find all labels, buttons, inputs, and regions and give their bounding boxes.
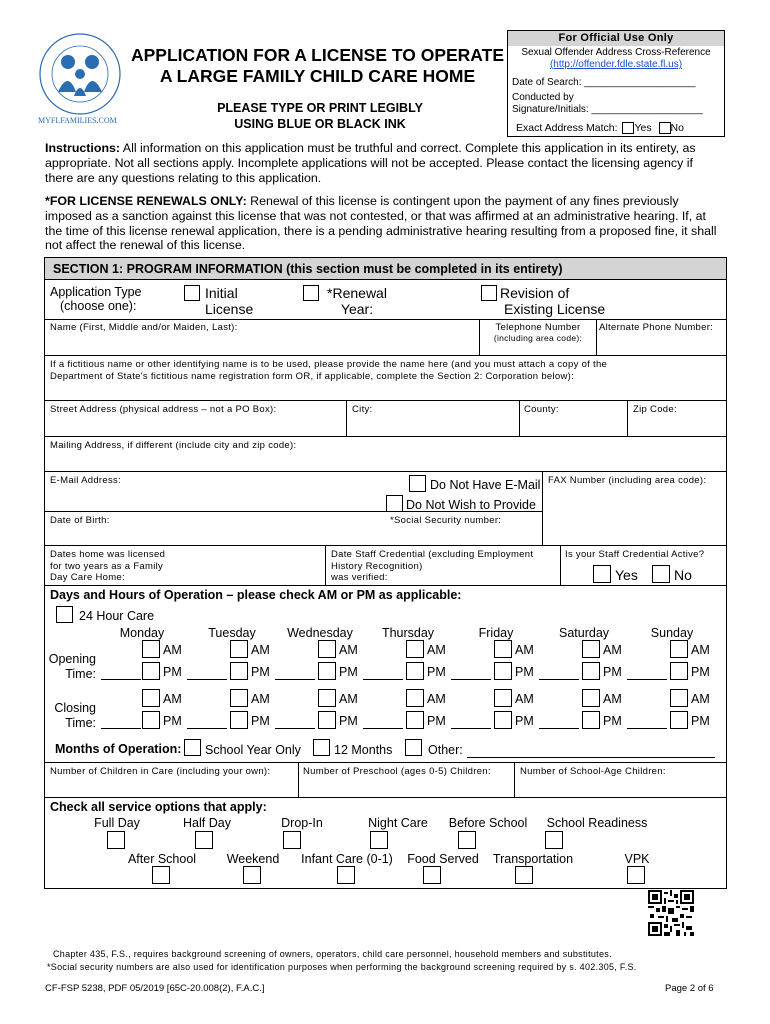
months-of-operation-label: Months of Operation:: [55, 742, 182, 756]
qr-code: [648, 890, 694, 936]
thursday-closing-pm-checkbox[interactable]: [406, 711, 424, 729]
fictitious-name-input[interactable]: [46, 384, 725, 399]
signature-initials-field[interactable]: Signature/Initials: ____________________: [512, 104, 703, 115]
wednesday-opening-am-label: AM: [339, 643, 358, 657]
service-weekend-label: Weekend: [226, 852, 280, 866]
saturday-opening-am-label: AM: [603, 643, 622, 657]
friday-opening-pm-checkbox[interactable]: [494, 662, 512, 680]
city-label: City:: [352, 404, 373, 415]
friday-closing-am-label: AM: [515, 692, 534, 706]
tuesday-closing-time-input[interactable]: [187, 728, 227, 729]
print-instruction-line2: USING BLUE OR BLACK INK: [234, 117, 406, 131]
official-use-title: For Official Use Only: [508, 31, 724, 46]
day-label-thursday: Thursday: [381, 626, 435, 640]
monday-closing-pm-checkbox[interactable]: [142, 711, 160, 729]
saturday-closing-time-input[interactable]: [539, 728, 579, 729]
fax-label: FAX Number (including area code):: [548, 475, 707, 486]
friday-closing-time-input[interactable]: [451, 728, 491, 729]
fax-input[interactable]: [544, 490, 725, 544]
service-transportation-checkbox[interactable]: [515, 866, 533, 884]
twelve-months-checkbox[interactable]: [313, 739, 330, 756]
day-label-wednesday: Wednesday: [287, 626, 353, 640]
section1-header: [45, 258, 726, 280]
wednesday-opening-pm-checkbox[interactable]: [318, 662, 336, 680]
thursday-closing-am-label: AM: [427, 692, 446, 706]
sunday-closing-pm-checkbox[interactable]: [670, 711, 688, 729]
wednesday-closing-pm-label: PM: [339, 714, 358, 728]
preschool-children-label: Number of Preschool (ages 0-5) Children:: [303, 766, 491, 777]
exact-match-label: Exact Address Match:: [516, 122, 618, 134]
saturday-closing-am-checkbox[interactable]: [582, 689, 600, 707]
renewal-label: *FOR LICENSE RENEWALS ONLY:: [45, 194, 247, 208]
ssn-usage-note: *Social security numbers are also used for identification purposes when performing the background screening required by s. 402.305, F.S.: [47, 962, 637, 972]
day-label-sunday: Sunday: [650, 626, 694, 640]
service-drop-in-checkbox[interactable]: [283, 831, 301, 849]
ssn-input[interactable]: [388, 527, 540, 544]
conducted-by-label: Conducted by: [512, 92, 574, 103]
date-of-birth-label: Date of Birth:: [50, 515, 110, 526]
date-of-search-field[interactable]: Date of Search: ____________________: [512, 77, 696, 88]
service-full-day-label: Full Day: [94, 816, 140, 830]
exact-match-no-label: No: [670, 122, 684, 134]
twelve-months-label: 12 Months: [334, 743, 393, 757]
sunday-closing-am-label: AM: [691, 692, 710, 706]
wednesday-closing-am-label: AM: [339, 692, 358, 706]
friday-closing-am-checkbox[interactable]: [494, 689, 512, 707]
day-label-saturday: Saturday: [558, 626, 610, 640]
opening-time-label: Opening Time:: [48, 652, 96, 681]
sunday-closing-pm-label: PM: [691, 714, 710, 728]
section1-title: SECTION 1: PROGRAM INFORMATION (this section must be completed in its entirety): [53, 262, 563, 276]
thursday-opening-pm-checkbox[interactable]: [406, 662, 424, 680]
form-identifier: CF-FSP 5238, PDF 05/2019 [65C-20.008(2), F.A.C.]: [45, 983, 265, 994]
friday-closing-pm-checkbox[interactable]: [494, 711, 512, 729]
tuesday-opening-pm-checkbox[interactable]: [230, 662, 248, 680]
renewal-checkbox[interactable]: [303, 285, 319, 301]
sunday-closing-time-input[interactable]: [627, 728, 667, 729]
friday-opening-time-input[interactable]: [451, 679, 491, 680]
credential-active-yes-label: Yes: [615, 567, 638, 583]
thursday-opening-am-checkbox[interactable]: [406, 640, 424, 658]
saturday-opening-pm-checkbox[interactable]: [582, 662, 600, 680]
tuesday-opening-am-label: AM: [251, 643, 270, 657]
background-screening-note: Chapter 435, F.S., requires background screening of owners, operators, child care personnel, household members and substitutes.: [53, 949, 612, 959]
monday-opening-pm-checkbox[interactable]: [142, 662, 160, 680]
revision-label: Revision of Existing License: [500, 285, 606, 317]
dates-licensed-input[interactable]: [180, 560, 320, 584]
monday-closing-pm-label: PM: [163, 714, 182, 728]
service-night-care-label: Night Care: [368, 816, 428, 830]
service-night-care-checkbox[interactable]: [370, 831, 388, 849]
saturday-opening-time-input[interactable]: [539, 679, 579, 680]
street-address-label: Street Address (physical address – not a PO Box):: [50, 404, 277, 415]
24-hour-care-label: 24 Hour Care: [79, 609, 155, 623]
service-half-day-checkbox[interactable]: [195, 831, 213, 849]
zip-code-input[interactable]: [629, 418, 725, 435]
children-in-care-input[interactable]: [46, 779, 296, 796]
instructions-label: Instructions:: [45, 141, 121, 155]
county-input[interactable]: [521, 418, 626, 435]
tuesday-opening-time-input[interactable]: [187, 679, 227, 680]
tuesday-closing-am-label: AM: [251, 692, 270, 706]
name-field-label: Name (First, Middle and/or Maiden, Last):: [50, 322, 238, 333]
credential-active-label: Is your Staff Credential Active?: [565, 549, 705, 560]
tuesday-closing-am-checkbox[interactable]: [230, 689, 248, 707]
mailing-address-input[interactable]: [46, 453, 725, 470]
school-year-only-label: School Year Only: [205, 743, 301, 757]
service-vpk-label: VPK: [624, 852, 650, 866]
wednesday-closing-am-checkbox[interactable]: [318, 689, 336, 707]
thursday-closing-time-input[interactable]: [363, 728, 403, 729]
hours-of-operation-title: Days and Hours of Operation – please check AM or PM as applicable:: [50, 588, 462, 602]
other-months-checkbox[interactable]: [405, 739, 422, 756]
staff-credential-date-label: Date Staff Credential (excluding Employment History Recognition) was verified:: [331, 549, 534, 583]
logo-url: MYFLFAMILIES.COM: [38, 116, 117, 125]
thursday-opening-am-label: AM: [427, 643, 446, 657]
credential-active-no-label: No: [674, 567, 692, 583]
tuesday-opening-am-checkbox[interactable]: [230, 640, 248, 658]
tuesday-closing-pm-label: PM: [251, 714, 270, 728]
saturday-closing-pm-label: PM: [603, 714, 622, 728]
monday-opening-time-input[interactable]: [101, 679, 141, 680]
school-age-children-label: Number of School-Age Children:: [520, 766, 666, 777]
no-email-checkbox[interactable]: [409, 475, 426, 492]
credential-active-no-checkbox[interactable]: [652, 565, 670, 583]
monday-closing-am-checkbox[interactable]: [142, 689, 160, 707]
instructions-text: All information on this application must be truthful and correct. Complete this application in its entirety, as appropriate. Not all sections apply. Incomplete applications will not be accepted. Please contact the licensing agency if there are any questions relating to this application.: [45, 141, 696, 185]
dates-licensed-label: Dates home was licensed for two years as a Family Day Care Home:: [50, 549, 166, 583]
saturday-closing-pm-checkbox[interactable]: [582, 711, 600, 729]
page-number: Page 2 of 6: [665, 983, 714, 994]
service-after-school-label: After School: [127, 852, 197, 866]
service-drop-in-label: Drop-In: [281, 816, 323, 830]
service-transportation-label: Transportation: [492, 852, 574, 866]
county-label: County:: [524, 404, 559, 415]
school-age-children-input[interactable]: [516, 779, 725, 796]
renewal-label: *Renewal Year:: [327, 285, 387, 317]
form-title-line2: A LARGE FAMILY CHILD CARE HOME: [159, 66, 476, 86]
service-after-school-checkbox[interactable]: [152, 866, 170, 884]
staff-credential-date-input[interactable]: [420, 565, 555, 584]
exact-match-yes-checkbox[interactable]: [622, 122, 634, 134]
form-title-line1: APPLICATION FOR A LICENSE TO OPERATE: [130, 45, 505, 65]
print-instruction-line1: PLEASE TYPE OR PRINT LEGIBLY: [217, 101, 423, 115]
friday-opening-pm-label: PM: [515, 665, 534, 679]
thursday-opening-pm-label: PM: [427, 665, 446, 679]
city-input[interactable]: [348, 418, 518, 435]
24-hour-care-checkbox[interactable]: [56, 606, 73, 623]
wednesday-closing-pm-checkbox[interactable]: [318, 711, 336, 729]
sunday-opening-am-checkbox[interactable]: [670, 640, 688, 658]
alternate-phone-label: Alternate Phone Number:: [599, 322, 714, 333]
saturday-opening-am-checkbox[interactable]: [582, 640, 600, 658]
email-label: E-Mail Address:: [50, 475, 122, 486]
monday-opening-am-checkbox[interactable]: [142, 640, 160, 658]
closing-time-label: Closing Time:: [54, 701, 96, 730]
day-label-friday: Friday: [478, 626, 514, 640]
initial-license-checkbox[interactable]: [184, 285, 200, 301]
thursday-opening-time-input[interactable]: [363, 679, 403, 680]
monday-closing-am-label: AM: [163, 692, 182, 706]
monday-closing-time-input[interactable]: [101, 728, 141, 729]
service-full-day-checkbox[interactable]: [107, 831, 125, 849]
monday-opening-am-label: AM: [163, 643, 182, 657]
sunday-closing-am-checkbox[interactable]: [670, 689, 688, 707]
official-use-box: [507, 30, 725, 137]
tuesday-opening-pm-label: PM: [251, 665, 270, 679]
agency-logo: [28, 30, 132, 124]
name-input[interactable]: [46, 334, 476, 354]
email-input[interactable]: [46, 488, 406, 508]
service-food-served-label: Food Served: [407, 852, 479, 866]
renewal-text: Renewal of this license is contingent upon the payment of any fines previously imposed as a sanction against this license that was not contested, or that was affirmed at an administrative hearing. If, at the time of this license renewal application, there is a pending administrative hearing resulting from a proposed fine, it shall not affect the renewal of this license.: [45, 194, 717, 253]
saturday-closing-am-label: AM: [603, 692, 622, 706]
wednesday-opening-pm-label: PM: [339, 665, 358, 679]
day-label-tuesday: Tuesday: [208, 626, 256, 640]
do-not-wish-checkbox[interactable]: [386, 495, 403, 512]
date-of-birth-input[interactable]: [46, 527, 376, 544]
service-infant-care-0-1-checkbox[interactable]: [337, 866, 355, 884]
exact-match-yes-label: Yes: [634, 122, 652, 134]
zip-code-label: Zip Code:: [633, 404, 677, 415]
thursday-closing-am-checkbox[interactable]: [406, 689, 424, 707]
do-not-wish-label: Do Not Wish to Provide: [406, 498, 536, 512]
friday-closing-pm-label: PM: [515, 714, 534, 728]
no-email-label: Do Not Have E-Mail: [430, 478, 541, 492]
sunday-opening-pm-checkbox[interactable]: [670, 662, 688, 680]
thursday-closing-pm-label: PM: [427, 714, 446, 728]
saturday-opening-pm-label: PM: [603, 665, 622, 679]
credential-active-yes-checkbox[interactable]: [593, 565, 611, 583]
sunday-opening-am-label: AM: [691, 643, 710, 657]
fdle-link[interactable]: (http://offender.fdle.state.fl.us): [549, 59, 683, 70]
service-before-school-label: Before School: [448, 816, 528, 830]
telephone-label: Telephone Number (including area code):: [493, 322, 583, 343]
sunday-opening-pm-label: PM: [691, 665, 710, 679]
service-infant-care-0-1-label: Infant Care (0-1): [301, 852, 393, 866]
instructions-paragraph: [45, 141, 720, 185]
service-before-school-checkbox[interactable]: [458, 831, 476, 849]
fictitious-name-label: If a fictitious name or other identifying name is to be used, please provide the name here (and you must attach a copy of the Department of State's fictitious name registration form OR, if applicable, complete the Section 2: Corporation below):: [50, 359, 608, 382]
children-in-care-label: Number of Children in Care (including your own):: [50, 766, 271, 777]
service-options-title: Check all service options that apply:: [50, 800, 267, 814]
wednesday-opening-am-checkbox[interactable]: [318, 640, 336, 658]
day-label-monday: Monday: [119, 626, 165, 640]
renewal-paragraph: [45, 194, 720, 253]
ssn-label: *Social Security number:: [390, 515, 502, 526]
service-school-readiness-label: School Readiness: [546, 816, 648, 830]
alternate-phone-input[interactable]: [598, 334, 725, 354]
revision-checkbox[interactable]: [481, 285, 497, 301]
service-school-readiness-checkbox[interactable]: [545, 831, 563, 849]
preschool-children-input[interactable]: [300, 779, 512, 796]
application-type-label: Application Type (choose one):: [50, 285, 142, 313]
friday-opening-am-checkbox[interactable]: [494, 640, 512, 658]
sunday-opening-time-input[interactable]: [627, 679, 667, 680]
mailing-address-label: Mailing Address, if different (include city and zip code):: [50, 440, 297, 451]
service-half-day-label: Half Day: [183, 816, 231, 830]
service-vpk-checkbox[interactable]: [627, 866, 645, 884]
service-weekend-checkbox[interactable]: [243, 866, 261, 884]
cross-reference-label: Sexual Offender Address Cross-Reference: [521, 47, 711, 58]
wednesday-opening-time-input[interactable]: [275, 679, 315, 680]
telephone-input[interactable]: [481, 344, 595, 354]
monday-opening-pm-label: PM: [163, 665, 182, 679]
other-months-input[interactable]: [467, 757, 715, 758]
wednesday-closing-time-input[interactable]: [275, 728, 315, 729]
other-months-label: Other:: [428, 743, 463, 757]
initial-license-label: Initial License: [205, 285, 254, 317]
service-food-served-checkbox[interactable]: [423, 866, 441, 884]
exact-match-no-checkbox[interactable]: [659, 122, 671, 134]
school-year-only-checkbox[interactable]: [184, 739, 201, 756]
street-address-input[interactable]: [46, 418, 344, 435]
friday-opening-am-label: AM: [515, 643, 534, 657]
tuesday-closing-pm-checkbox[interactable]: [230, 711, 248, 729]
